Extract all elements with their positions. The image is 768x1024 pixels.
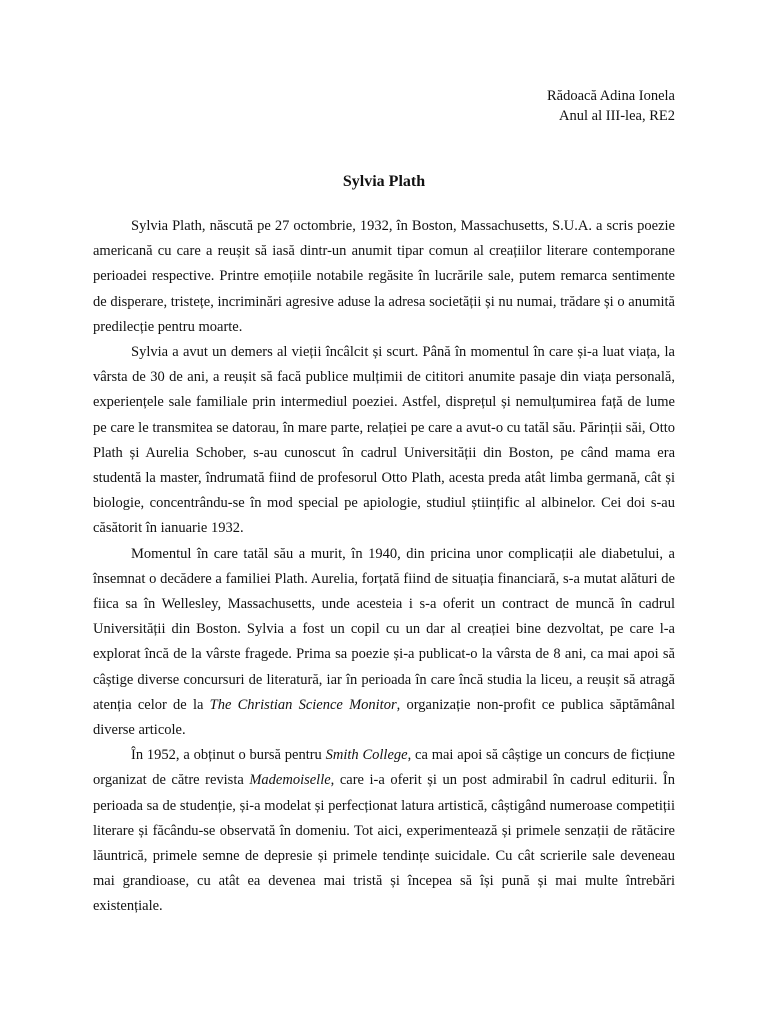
author-block (547, 86, 675, 126)
document-body (93, 214, 675, 920)
paragraph-2 (93, 340, 675, 542)
author-name: Rădoacă Adina Ionela (546, 88, 675, 104)
paragraph-3-text-a: Momentul în care tatăl său a murit, în 1940, din pricina unor complicații ale diabetului, a însemnat o decădere a familiei Plath. Aurelia, forțată fiind de situația financiară, s-a mutat alături de fiica sa în Wellesley, Massachusetts, unde acesteia i s-a oferit un contract de muncă în cadrul Universității din Boston. Sylvia a fost un copil cu un dar al creației bine dezvoltat, pe care l-a explorat încă de la vârste fragede. Prima sa poezie și-a publicat-o la vârsta de 8 ani, ca mai apoi să câștige diverse concursuri de literatură, iar în perioada în care încă studia la liceu, a reușit să atragă atenția celor de la (93, 545, 675, 713)
paragraph-1 (93, 214, 675, 340)
paragraph-3 (93, 542, 675, 744)
document-title: Sylvia Plath (342, 173, 426, 190)
paragraph-4-italic-2: Mademoiselle (249, 772, 331, 789)
paragraph-3-italic: The Christian Science Monitor (209, 696, 397, 713)
paragraph-4-italic-1: Smith College (325, 747, 408, 764)
paragraph-4-text-a: În 1952, a obținut o bursă pentru (131, 747, 326, 764)
paragraph-2-text: Sylvia a avut un demers al vieții încâlcit și scurt. Până în momentul în care și-a luat viața, la vârsta de 30 de ani, a reușit să facă publice mulțimii de cititori anumite pasaje din viața personală, experiențele sale familiale prin intermediul poeziei. Astfel, disprețul și nemulțumirea față de lume pe care le transmitea se datorau, în mare parte, relației pe care a avut-o cu tatăl său. Părinții săi, Otto Plath și Aurelia Schober, s-au cunoscut în cadrul Universității din Boston, pe când mama era studentă la master, îndrumată fiind de profesorul Otto Plath, acesta preda atât limba germană, cât și biologie, concentrându-se în mod special pe apiologie, studiul științific al albinelor. Cei doi s-au căsătorit în ianuarie 1932. (93, 344, 675, 537)
paragraph-1-text: Sylvia Plath, născută pe 27 octombrie, 1932, în Boston, Massachusetts, S.U.A. a scris poezie americană cu care a reușit să iasă dintr-un anumit tipar comun al creațiilor literare contemporane perioadei respective. Printre emoțiile notabile regăsite în lucrările sale, putem remarca sentimente de disperare, tristețe, incriminări agresive aduse la adresa societății și nu numai, trădare și o anumită predilecție pentru moarte. (93, 218, 675, 335)
paragraph-4-text-c: , care i-a oferit și un post admirabil în cadrul editurii. În perioada sa de studenție, și-a modelat și perfecționat latura artistică, câștigând numeroase competiții literare și făcându-se observată în domeniu. Tot aici, experimentează și primele senzații de rătăcire lăuntrică, primele semne de depresie și primele tendințe suicidale. Cu cât scrierile sale deveneau mai grandioase, cu atât ea devenea mai tristă și începea să își pună și mai multe întrebări existențiale. (93, 772, 676, 915)
paragraph-4-text-b: , ca mai apoi să câștige un concurs de ficțiune organizat de către revista (93, 747, 675, 789)
paragraph-4 (93, 743, 675, 919)
author-year: Anul al III-lea, RE2 (559, 108, 675, 124)
paragraph-3-text-b: , organizație non-profit ce publica săptămânal diverse articole. (93, 696, 675, 739)
